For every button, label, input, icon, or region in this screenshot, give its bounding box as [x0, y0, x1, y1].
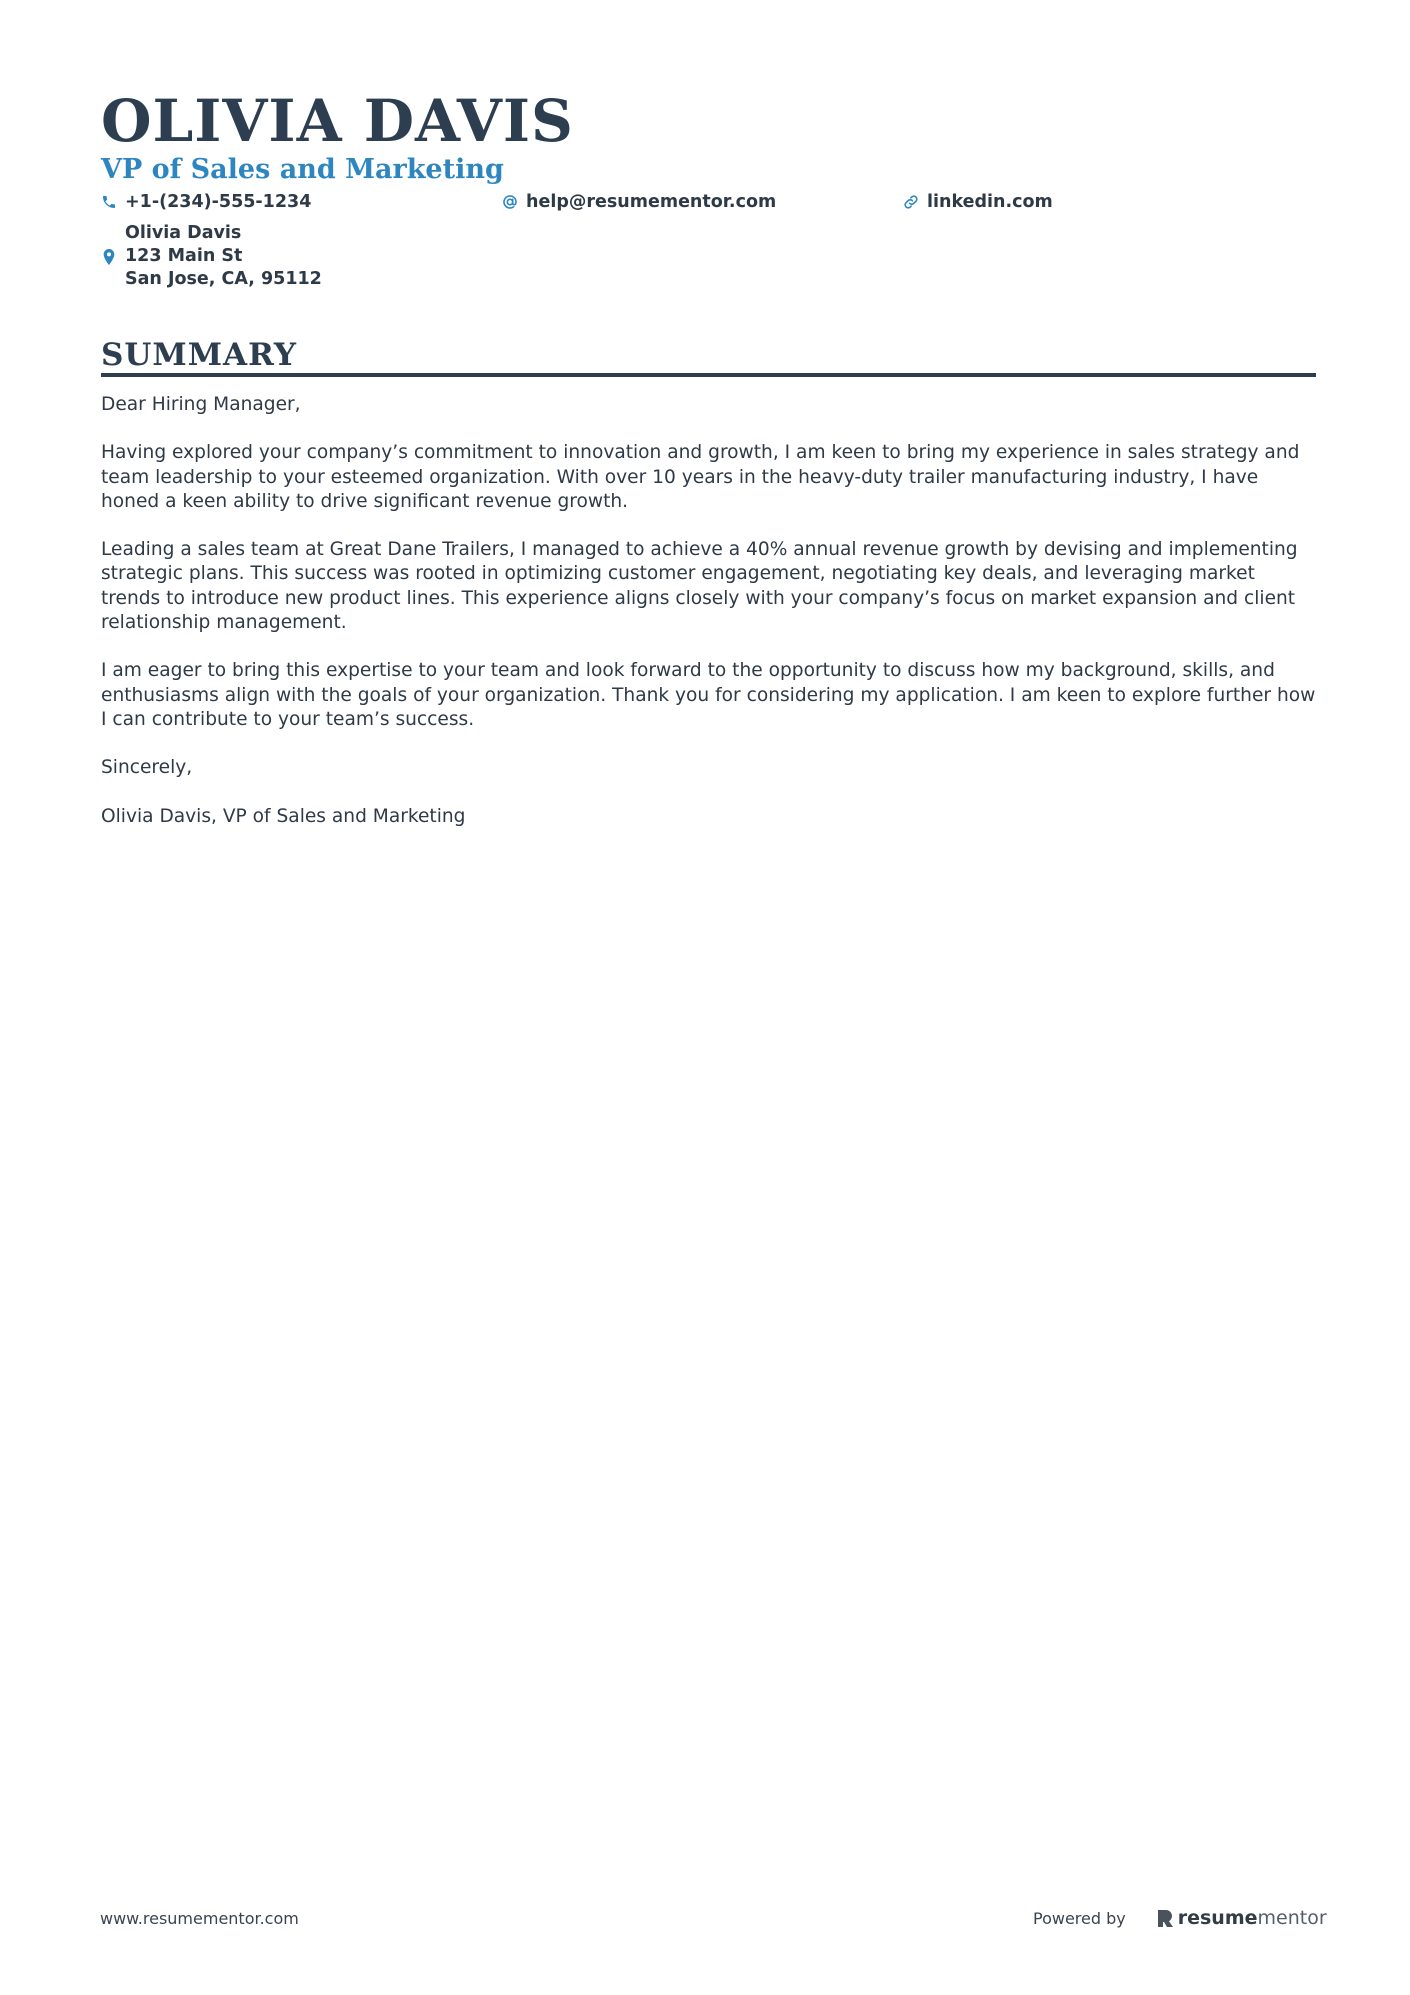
contact-website[interactable] — [903, 192, 1053, 212]
letter-paragraph-3: I am eager to bring this expertise to your team and look forward to the opportunity to discuss how my background, skills, and enthusiasms align with the goals of your organization. Thank you for considering my application. I am keen to explore further how I can contribute to your team’s success. — [101, 660, 1316, 730]
brand-logo-light: mentor — [1257, 1907, 1327, 1929]
map-pin-icon — [101, 248, 117, 266]
phone-text: +1-(234)-555-1234 — [125, 192, 312, 212]
powered-by-label: Powered by — [1033, 1908, 1126, 1928]
letter-paragraph-1: Having explored your company’s commitment to innovation and growth, I am keen to bring my experience in sales strategy and team leadership to your esteemed organization. With over 10 years in the heavy-duty trailer manufacturing industry, I have honed a keen ability to drive significant revenue growth. — [101, 442, 1300, 512]
footer-website-link[interactable]: www.resumementor.com — [100, 1909, 299, 1928]
brand-logo-bold: resume — [1177, 1907, 1258, 1929]
website-text: linkedin.com — [927, 192, 1053, 212]
at-icon — [502, 194, 518, 210]
address-line-street: 123 Main St — [125, 246, 243, 266]
letter-paragraph-2: Leading a sales team at Great Dane Trailers, I managed to achieve a 40% annual revenue growth by devising and implementing strategic plans. This success was rooted in optimizing customer engagement, negotiating key deals, and leveraging market trends to introduce new product lines. This experience aligns closely with your company’s focus on market expansion and client relationship management. — [101, 539, 1298, 634]
footer-branding — [1033, 1905, 1327, 1931]
phone-icon — [101, 194, 117, 210]
brand-logo-text[interactable] — [1178, 1907, 1327, 1929]
candidate-title: VP of Sales and Marketing — [101, 154, 504, 185]
address-line-name: Olivia Davis — [125, 223, 242, 243]
contact-email[interactable] — [502, 192, 776, 212]
contact-phone[interactable] — [101, 192, 311, 212]
letter-body — [101, 393, 1316, 853]
letter-signature: Olivia Davis, VP of Sales and Marketing — [101, 805, 466, 827]
letter-closing: Sincerely, — [101, 757, 193, 779]
letter-greeting: Dear Hiring Manager, — [101, 394, 301, 415]
resumementor-logo-icon — [1156, 1908, 1174, 1928]
section-divider — [101, 373, 1316, 377]
address-line-city: San Jose, CA, 95112 — [125, 269, 322, 289]
link-icon — [903, 194, 919, 210]
summary-heading: SUMMARY — [101, 337, 298, 373]
contact-row — [101, 192, 1316, 218]
candidate-name: OLIVIA DAVIS — [101, 87, 574, 155]
email-text: help@resumementor.com — [526, 192, 777, 212]
